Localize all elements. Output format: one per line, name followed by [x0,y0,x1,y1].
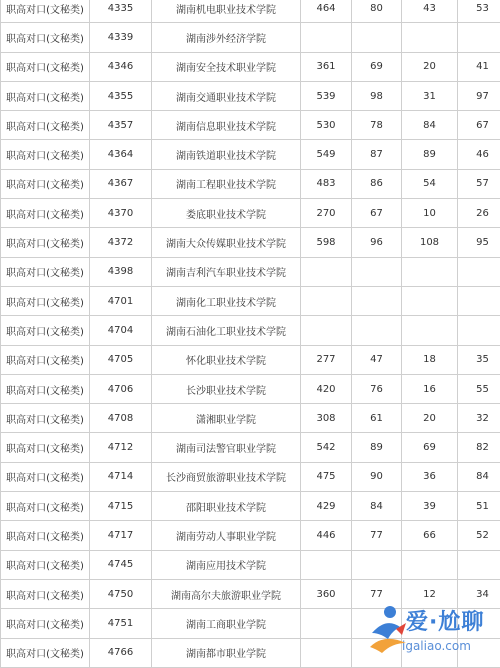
cell-school-name: 湖南铁道职业技术学院 [152,140,301,169]
cell-score-2 [352,550,402,579]
cell-school-code: 4750 [90,579,152,608]
cell-school-name: 怀化职业技术学院 [152,345,301,374]
cell-school-code: 4751 [90,609,152,638]
cell-score-2 [352,316,402,345]
cell-score-1 [301,257,352,286]
cell-score-1: 360 [301,579,352,608]
cell-category: 职高对口(文秘类) [1,374,90,403]
cell-school-code: 4712 [90,433,152,462]
cell-school-code: 4717 [90,521,152,550]
cell-score-4: 41 [458,52,500,81]
cell-category: 职高对口(文秘类) [1,521,90,550]
cell-score-4 [458,257,500,286]
cell-score-3 [402,257,458,286]
cell-score-1 [301,286,352,315]
cell-score-1: 429 [301,492,352,521]
cell-score-4: 35 [458,345,500,374]
cell-school-code: 4704 [90,316,152,345]
cell-score-2: 77 [352,579,402,608]
cell-school-name: 娄底职业技术学院 [152,199,301,228]
cell-score-4: 53 [458,0,500,23]
cell-category: 职高对口(文秘类) [1,199,90,228]
cell-score-1: 542 [301,433,352,462]
cell-score-4: 57 [458,169,500,198]
table-row [1,81,500,110]
table-row [1,0,500,23]
table-row [1,404,500,433]
cell-school-code: 4367 [90,169,152,198]
table-row [1,140,500,169]
cell-score-4: 52 [458,521,500,550]
table-row [1,521,500,550]
cell-score-1: 598 [301,228,352,257]
cell-score-2: 67 [352,199,402,228]
cell-category: 职高对口(文秘类) [1,286,90,315]
cell-score-4 [458,23,500,52]
cell-school-code: 4745 [90,550,152,579]
cell-score-4: 46 [458,140,500,169]
cell-school-name: 湖南高尔夫旅游职业学院 [152,579,301,608]
cell-score-2 [352,257,402,286]
cell-school-code: 4705 [90,345,152,374]
cell-score-3: 20 [402,404,458,433]
cell-score-3: 20 [402,52,458,81]
cell-score-1: 277 [301,345,352,374]
cell-score-4: 97 [458,81,500,110]
table-row [1,52,500,81]
cell-school-code: 4357 [90,111,152,140]
table-row [1,199,500,228]
cell-school-code: 4706 [90,374,152,403]
cell-category: 职高对口(文秘类) [1,228,90,257]
table-row [1,433,500,462]
cell-score-3: 84 [402,111,458,140]
cell-score-1: 539 [301,81,352,110]
cell-score-1: 270 [301,199,352,228]
cell-score-4: 55 [458,374,500,403]
cell-score-2: 69 [352,52,402,81]
cell-score-1: 308 [301,404,352,433]
cell-school-code: 4335 [90,0,152,23]
table-row [1,316,500,345]
cell-score-3: 36 [402,462,458,491]
cell-score-4: 95 [458,228,500,257]
cell-score-3: 54 [402,169,458,198]
cell-school-code: 4766 [90,638,152,667]
cell-score-3: 12 [402,579,458,608]
cell-score-4: 67 [458,111,500,140]
cell-school-name: 湖南应用技术学院 [152,550,301,579]
table-row [1,228,500,257]
cell-score-3 [402,316,458,345]
score-table-body [1,0,500,667]
cell-score-4: 32 [458,404,500,433]
cell-school-name: 湖南吉利汽车职业技术学院 [152,257,301,286]
cell-score-1 [301,316,352,345]
cell-score-2: 89 [352,433,402,462]
cell-score-4: 51 [458,492,500,521]
cell-school-name: 湖南信息职业技术学院 [152,111,301,140]
cell-score-2: 90 [352,462,402,491]
cell-score-3: 108 [402,228,458,257]
cell-score-1 [301,638,352,667]
cell-category: 职高对口(文秘类) [1,140,90,169]
cell-score-3: 43 [402,0,458,23]
cell-school-code: 4346 [90,52,152,81]
cell-category: 职高对口(文秘类) [1,492,90,521]
cell-score-3 [402,286,458,315]
cell-school-name: 湖南石油化工职业技术学院 [152,316,301,345]
table-row [1,462,500,491]
cell-category: 职高对口(文秘类) [1,433,90,462]
cell-school-name: 湖南大众传媒职业技术学院 [152,228,301,257]
cell-score-2: 47 [352,345,402,374]
cell-score-2: 61 [352,404,402,433]
table-row [1,550,500,579]
cell-school-code: 4708 [90,404,152,433]
cell-score-4 [458,550,500,579]
cell-school-code: 4398 [90,257,152,286]
cell-category: 职高对口(文秘类) [1,345,90,374]
cell-score-4: 84 [458,462,500,491]
cell-category: 职高对口(文秘类) [1,111,90,140]
table-row [1,286,500,315]
cell-score-1: 530 [301,111,352,140]
cell-category: 职高对口(文秘类) [1,579,90,608]
cell-school-name: 潇湘职业学院 [152,404,301,433]
cell-category: 职高对口(文秘类) [1,81,90,110]
cell-school-name: 湖南劳动人事职业学院 [152,521,301,550]
cell-score-4 [458,286,500,315]
cell-school-name: 湖南工商职业学院 [152,609,301,638]
cell-school-code: 4701 [90,286,152,315]
cell-score-2: 84 [352,492,402,521]
cell-score-3: 18 [402,345,458,374]
cell-score-4: 82 [458,433,500,462]
cell-school-name: 湖南交通职业技术学院 [152,81,301,110]
cell-score-1 [301,609,352,638]
cell-score-1: 361 [301,52,352,81]
cell-school-name: 湖南安全技术职业学院 [152,52,301,81]
cell-category: 职高对口(文秘类) [1,550,90,579]
cell-score-4 [458,316,500,345]
table-row [1,111,500,140]
cell-school-name: 长沙职业技术学院 [152,374,301,403]
cell-school-name: 邵阳职业技术学院 [152,492,301,521]
cell-score-2 [352,286,402,315]
cell-score-1 [301,550,352,579]
cell-score-2: 86 [352,169,402,198]
cell-school-code: 4364 [90,140,152,169]
cell-category: 职高对口(文秘类) [1,404,90,433]
cell-category: 职高对口(文秘类) [1,316,90,345]
cell-score-1: 549 [301,140,352,169]
cell-school-name: 湖南机电职业技术学院 [152,0,301,23]
cell-score-3: 39 [402,492,458,521]
cell-score-1: 464 [301,0,352,23]
cell-score-2: 76 [352,374,402,403]
table-row [1,374,500,403]
cell-category: 职高对口(文秘类) [1,52,90,81]
cell-category: 职高对口(文秘类) [1,638,90,667]
cell-score-3 [402,550,458,579]
cell-category: 职高对口(文秘类) [1,462,90,491]
cell-score-4: 26 [458,199,500,228]
cell-score-2: 80 [352,0,402,23]
cell-school-name: 湖南化工职业技术学院 [152,286,301,315]
cell-score-1 [301,23,352,52]
cell-school-code: 4370 [90,199,152,228]
cell-school-code: 4714 [90,462,152,491]
table-row [1,257,500,286]
cell-score-1: 420 [301,374,352,403]
cell-score-2: 98 [352,81,402,110]
cell-school-code: 4355 [90,81,152,110]
cell-school-name: 湖南都市职业学院 [152,638,301,667]
cell-score-3: 69 [402,433,458,462]
watermark-brand: 爱·尬聊 [406,605,484,636]
cell-score-2: 87 [352,140,402,169]
cell-score-2: 77 [352,521,402,550]
cell-category: 职高对口(文秘类) [1,0,90,23]
cell-score-2: 96 [352,228,402,257]
cell-score-4: 34 [458,579,500,608]
cell-category: 职高对口(文秘类) [1,169,90,198]
table-row [1,23,500,52]
cell-school-name: 长沙商贸旅游职业技术学院 [152,462,301,491]
watermark-url: igaliao.com [402,639,471,653]
table-row [1,345,500,374]
cell-score-3 [402,23,458,52]
cell-score-3: 10 [402,199,458,228]
site-watermark [366,603,494,661]
cell-category: 职高对口(文秘类) [1,23,90,52]
cell-score-3: 66 [402,521,458,550]
cell-score-3: 31 [402,81,458,110]
cell-school-name: 湖南工程职业技术学院 [152,169,301,198]
cell-school-name: 湖南司法警官职业学院 [152,433,301,462]
cell-score-3: 16 [402,374,458,403]
cell-school-code: 4339 [90,23,152,52]
cell-score-1: 475 [301,462,352,491]
cell-score-1: 483 [301,169,352,198]
cell-category: 职高对口(文秘类) [1,609,90,638]
cell-score-1: 446 [301,521,352,550]
cell-score-3: 89 [402,140,458,169]
cell-category: 职高对口(文秘类) [1,257,90,286]
cell-school-code: 4715 [90,492,152,521]
table-row [1,169,500,198]
cell-score-2 [352,23,402,52]
cell-score-2: 78 [352,111,402,140]
cell-school-name: 湖南涉外经济学院 [152,23,301,52]
cell-school-code: 4372 [90,228,152,257]
table-row [1,492,500,521]
